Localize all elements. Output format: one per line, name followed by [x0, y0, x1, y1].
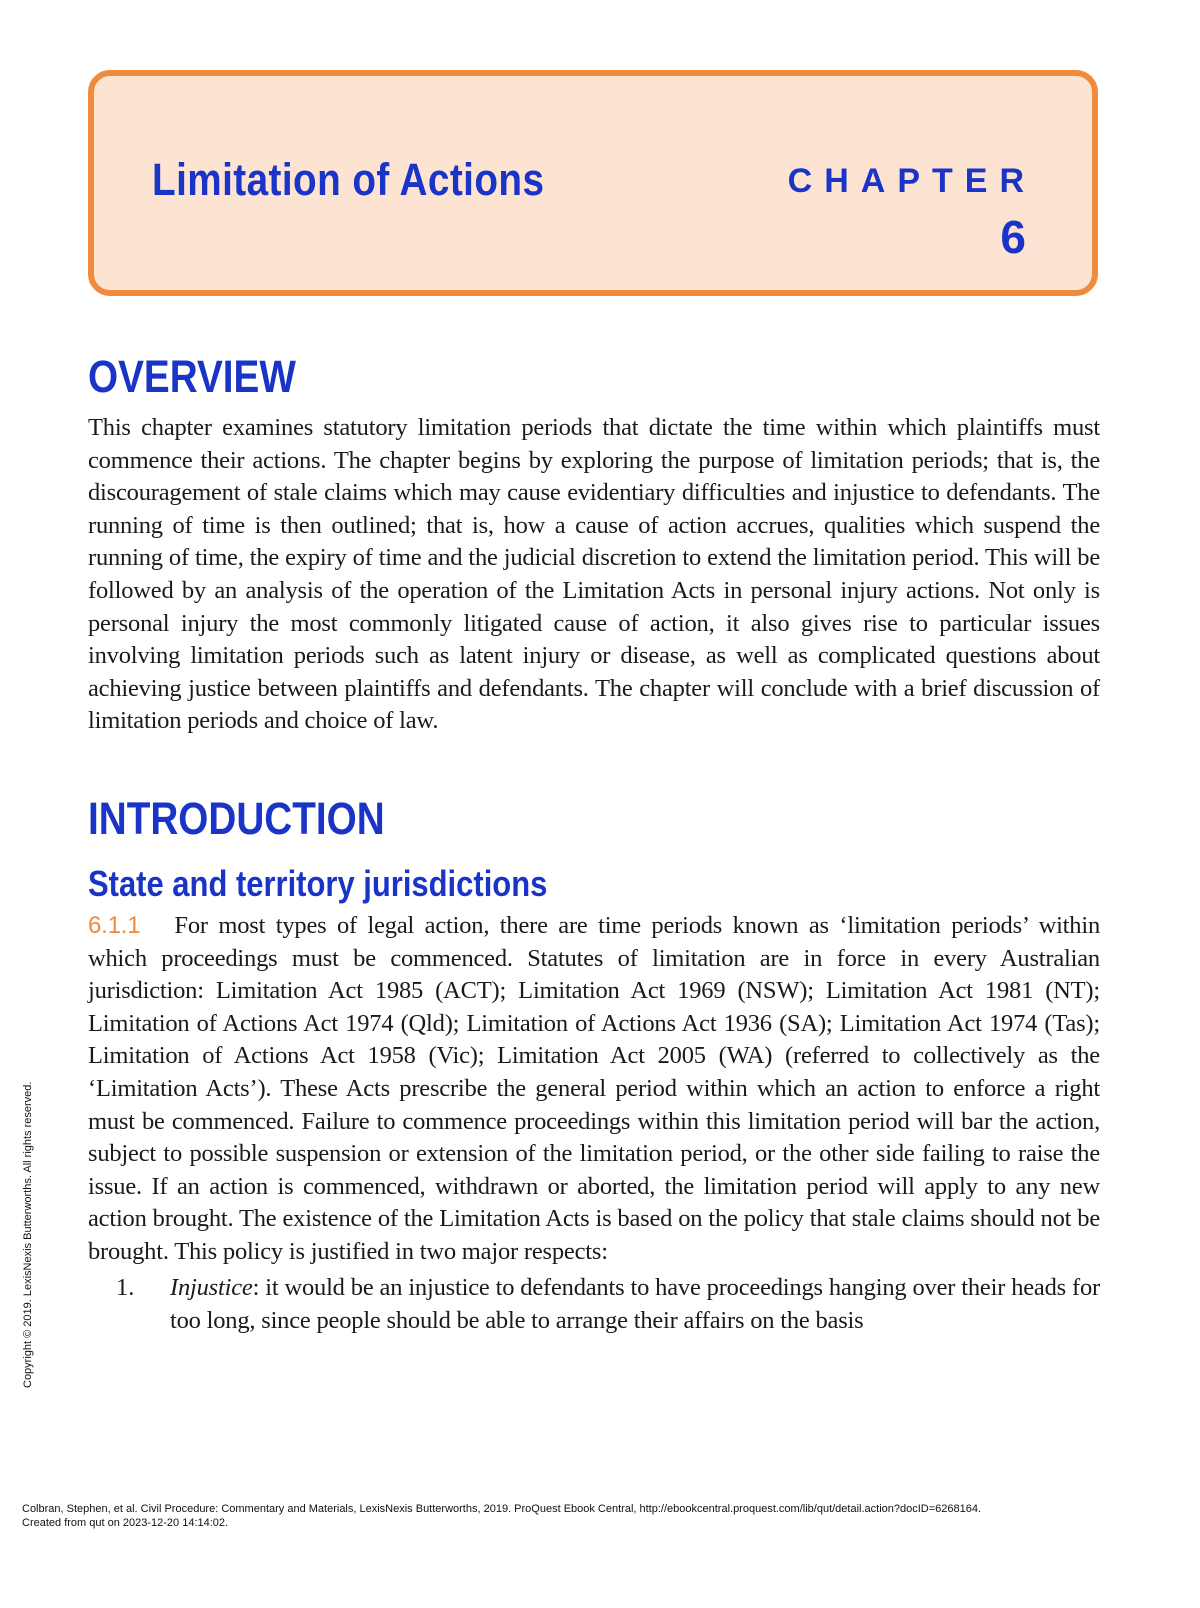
paragraph-text: For most types of legal action, there are time periods known as ‘limitation periods’ within which proceedings must be commenced. Statutes of limitation are in force in every Australian jurisdiction: Limitation Act 1985 (ACT); Limitation Act 1969 (NSW); Limitation Act 1981 (NT); Limitation of Actions Act 1974 (Qld); Limitation of Actions Act 1936 (SA); Limitation Act 1974 (Tas); Limitation of Actions Act 1958 (Vic); Limitation Act 2005 (WA) (referred to collectively as the ‘Limitation Acts’). These Acts prescribe the general period within which an action to enforce a right must be commenced. Failure to commence proceedings within this limitation period will bar the action, subject to possible suspension or extension of the limitation period, or the other side failing to raise the issue. If an action is commenced, withdrawn or aborted, the limitation period will apply to any new action brought. The existence of the Limitation Acts is based on the policy that stale claims should not be brought. This policy is justified in two major respects: — [88, 911, 1100, 1265]
chapter-title: Limitation of Actions — [152, 154, 545, 205]
list-marker: 1. — [116, 1274, 135, 1302]
subsection-heading: State and territory jurisdictions — [88, 862, 548, 904]
list-item — [88, 1272, 1100, 1337]
introduction-heading: INTRODUCTION — [88, 792, 385, 844]
footer — [22, 1502, 981, 1530]
paragraph-6-1-1 — [88, 910, 1100, 1269]
list-item-text — [170, 1272, 1100, 1337]
side-copyright-notice: Copyright © 2019. LexisNexis Butterworths. All rights reserved. — [22, 1081, 34, 1388]
overview-heading: OVERVIEW — [88, 351, 296, 402]
footer-citation: Colbran, Stephen, et al. Civil Procedure: Commentary and Materials, LexisNexis Butterworths, 2019. ProQuest Ebook Central, http://ebookcentral.proquest.com/lib/qut/detail.action?docID=6268164. — [22, 1503, 982, 1515]
overview-paragraph: This chapter examines statutory limitation periods that dictate the time within which plaintiffs must commence their actions. The chapter begins by exploring the purpose of limitation periods; that is, the discouragement of stale claims which may cause evidentiary difficulties and injustice to defendants. The running of time is then outlined; that is, how a cause of action accrues, qualities which suspend the running of time, the expiry of time and the judicial discretion to extend the limitation period. This will be followed by an analysis of the operation of the Limitation Acts in personal injury actions. Not only is personal injury the most commonly litigated cause of action, it also gives rise to particular issues involving limitation periods such as latent injury or disease, as well as complicated questions about achieving justice between plaintiffs and defendants. The chapter will conclude with a brief discussion of limitation periods and choice of law. — [88, 414, 1100, 735]
list-item-term: Injustice — [170, 1274, 253, 1302]
page-content — [88, 352, 1100, 1338]
policy-list — [88, 1272, 1100, 1337]
chapter-label: CHAPTER — [787, 162, 1036, 200]
list-item-body: : it would be an injustice to defendants to have proceedings hanging over their heads for too long, since people should be able to arrange their affairs on the basis — [170, 1274, 1100, 1335]
chapter-header-box — [88, 70, 1098, 296]
paragraph-number: 6.1.1 — [88, 911, 141, 939]
chapter-number: 6 — [1000, 211, 1026, 263]
footer-created: Created from qut on 2023-12-20 14:14:02. — [22, 1517, 229, 1529]
